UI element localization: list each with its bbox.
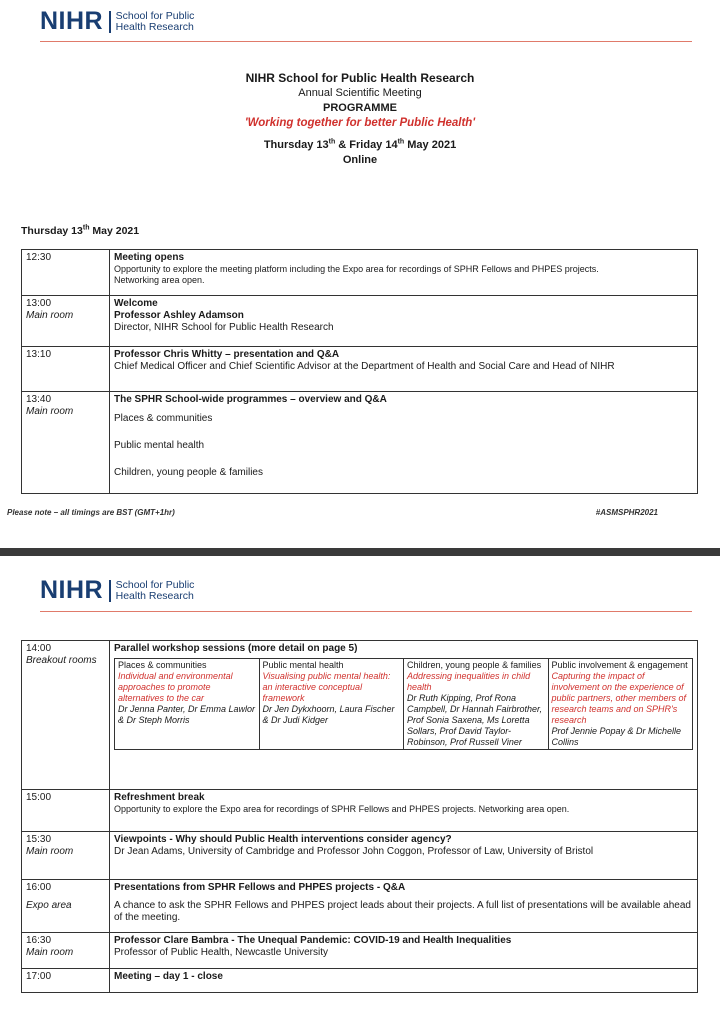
schedule-table-day1-afternoon	[21, 640, 698, 993]
session-cell	[110, 933, 698, 969]
session-title: Parallel workshop sessions (more detail on page 5)	[114, 643, 358, 654]
session-title: Professor Chris Whitty – presentation and Q&A	[114, 349, 340, 360]
session-cell	[110, 347, 698, 392]
session-cell	[110, 832, 698, 880]
workshop-heading: Public involvement & engagement	[551, 660, 688, 670]
day-title-sup: th	[82, 224, 90, 232]
session-time: 13:40	[26, 394, 52, 405]
day-title	[21, 225, 139, 237]
schedule-row	[22, 250, 698, 296]
time-cell	[22, 933, 110, 969]
session-title: The SPHR School-wide programmes – overview and Q&A	[114, 394, 387, 405]
page-divider	[0, 548, 720, 556]
schedule-row	[22, 790, 698, 832]
workshop-places	[115, 659, 260, 750]
workshop-topic: Capturing the impact of involvement on the experience of public partners, other members of research teams and on SPHR's research	[551, 671, 687, 725]
workshop-topic: Addressing inequalities in child health	[407, 671, 531, 692]
hashtag: #ASMSPHR2021	[595, 508, 658, 517]
workshop-presenters: Dr Jenna Panter, Dr Emma Lawlor & Dr Steph Morris	[118, 704, 256, 725]
session-line: Dr Jean Adams, University of Cambridge and Professor John Coggon, Professor of Law, University of Bristol	[114, 846, 594, 857]
session-room: Main room	[26, 406, 74, 417]
logo-text	[116, 11, 195, 33]
session-line: Director, NIHR School for Public Health Research	[114, 322, 334, 333]
session-time: 13:10	[26, 349, 52, 360]
session-title: Refreshment break	[114, 792, 205, 803]
programme-mental-health: Public mental health	[114, 440, 205, 451]
event-dates	[0, 138, 720, 153]
workshop-heading: Public mental health	[262, 660, 344, 670]
session-cell	[110, 392, 698, 494]
schedule-row	[22, 296, 698, 347]
schedule-row	[22, 347, 698, 392]
session-room: Main room	[26, 310, 74, 321]
session-time: 16:30	[26, 935, 52, 946]
session-room: Breakout rooms	[26, 655, 97, 666]
session-room: Main room	[26, 947, 74, 958]
session-line: Opportunity to explore the meeting platform including the Expo area for recordings of SPHR Fellows and PHPES projects.	[114, 264, 599, 274]
schedule-row	[22, 392, 698, 494]
session-line: Opportunity to explore the Expo area for recordings of SPHR Fellows and PHPES projects. Networking area open.	[114, 804, 570, 814]
event-format: Online	[342, 154, 378, 166]
schedule-row	[22, 832, 698, 880]
session-title: Meeting opens	[114, 252, 185, 263]
timing-note: Please note – all timings are BST (GMT+1hr)	[7, 508, 175, 517]
schedule-row	[22, 969, 698, 993]
time-cell	[22, 969, 110, 993]
logo-line-1: School for Public	[115, 9, 195, 22]
session-title: Presentations from SPHR Fellows and PHPES projects - Q&A	[114, 882, 406, 893]
time-cell	[22, 250, 110, 296]
schedule-row	[22, 933, 698, 969]
event-name: Annual Scientific Meeting	[298, 87, 422, 99]
session-room: Main room	[26, 846, 74, 857]
session-title: Meeting – day 1 - close	[114, 971, 223, 982]
workshop-presenters: Dr Jen Dykxhoorn, Laura Fischer & Dr Judi Kidger	[262, 704, 395, 725]
nihr-logo	[40, 7, 194, 36]
session-time: 17:00	[26, 971, 52, 982]
session-speaker: Professor Ashley Adamson	[114, 310, 244, 321]
time-cell	[22, 347, 110, 392]
logo-mark: NIHR	[40, 576, 104, 604]
workshop-heading: Children, young people & families	[407, 660, 542, 670]
logo-line-2: Health Research	[115, 589, 194, 602]
session-title: Professor Clare Bambra - The Unequal Pandemic: COVID-19 and Health Inequalities	[114, 935, 512, 946]
logo-separator	[109, 580, 111, 602]
logo-text	[116, 580, 195, 602]
session-cell	[110, 969, 698, 993]
time-cell	[22, 296, 110, 347]
session-cell	[110, 296, 698, 347]
header-rule	[40, 41, 692, 42]
day-title-pre: Thursday 13	[21, 225, 83, 237]
session-line: A chance to ask the SPHR Fellows and PHPES project leads about their projects. A full list of presentations will be available ahead of the meeting.	[114, 900, 691, 923]
org-name: NIHR School for Public Health Research	[245, 71, 475, 85]
workshop-presenters: Dr Ruth Kipping, Prof Rona Campbell, Dr Hannah Fairbrother, Prof Sonia Saxena, Ms Loretta Sollars, Prof David Taylor-Robinson, Prof Russell Viner	[407, 693, 543, 747]
dates-sup-2: th	[397, 138, 405, 146]
nihr-logo	[40, 576, 194, 605]
session-cell	[110, 790, 698, 832]
dates-sup-1: th	[328, 138, 336, 146]
logo-separator	[109, 11, 111, 33]
programme-header	[0, 71, 720, 168]
workshop-presenters: Prof Jennie Popay & Dr Michelle Collins	[551, 726, 682, 747]
session-cell	[110, 250, 698, 296]
time-cell	[22, 392, 110, 494]
dates-post: May 2021	[404, 139, 457, 151]
session-room: Expo area	[26, 900, 72, 911]
session-time: 16:00	[26, 882, 52, 893]
workshop-topic: Individual and environmental approaches to promote alternatives to the car	[118, 671, 233, 703]
session-time: 14:00	[26, 643, 52, 654]
time-cell	[22, 790, 110, 832]
session-time: 12:30	[26, 252, 52, 263]
workshop-involvement	[548, 659, 693, 750]
workshop-children	[404, 659, 549, 750]
programme-page-2	[0, 556, 720, 1011]
day-title-post: May 2021	[89, 225, 140, 237]
schedule-table-day1-morning	[21, 249, 698, 494]
session-time: 13:00	[26, 298, 52, 309]
session-title: Viewpoints - Why should Public Health interventions consider agency?	[114, 834, 452, 845]
logo-mark: NIHR	[40, 7, 104, 35]
theme-text: 'Working together for better Public Health'	[244, 117, 476, 129]
time-cell	[22, 641, 110, 790]
programme-places: Places & communities	[114, 413, 213, 424]
logo-line-1: School for Public	[115, 578, 195, 591]
header-rule	[40, 611, 692, 612]
schedule-row	[22, 880, 698, 933]
session-line: Networking area open.	[114, 275, 205, 285]
dates-pre: Thursday 13	[263, 139, 329, 151]
session-line: Professor of Public Health, Newcastle University	[114, 947, 328, 958]
time-cell	[22, 880, 110, 933]
time-cell	[22, 832, 110, 880]
workshop-grid	[114, 658, 693, 750]
session-title: Welcome	[114, 298, 158, 309]
workshop-heading: Places & communities	[118, 660, 207, 670]
session-cell	[110, 880, 698, 933]
session-line: Chief Medical Officer and Chief Scientific Advisor at the Department of Health and Social Care and Head of NIHR	[114, 361, 615, 372]
programme-children: Children, young people & families	[114, 467, 263, 478]
workshop-mental-health	[259, 659, 404, 750]
schedule-row	[22, 641, 698, 790]
session-cell	[110, 641, 698, 790]
session-time: 15:00	[26, 792, 52, 803]
programme-label: PROGRAMME	[323, 102, 397, 114]
workshop-topic: Visualising public mental health: an interactive conceptual framework	[262, 671, 391, 703]
dates-mid: & Friday 14	[335, 139, 398, 151]
logo-line-2: Health Research	[115, 20, 194, 33]
session-time: 15:30	[26, 834, 52, 845]
